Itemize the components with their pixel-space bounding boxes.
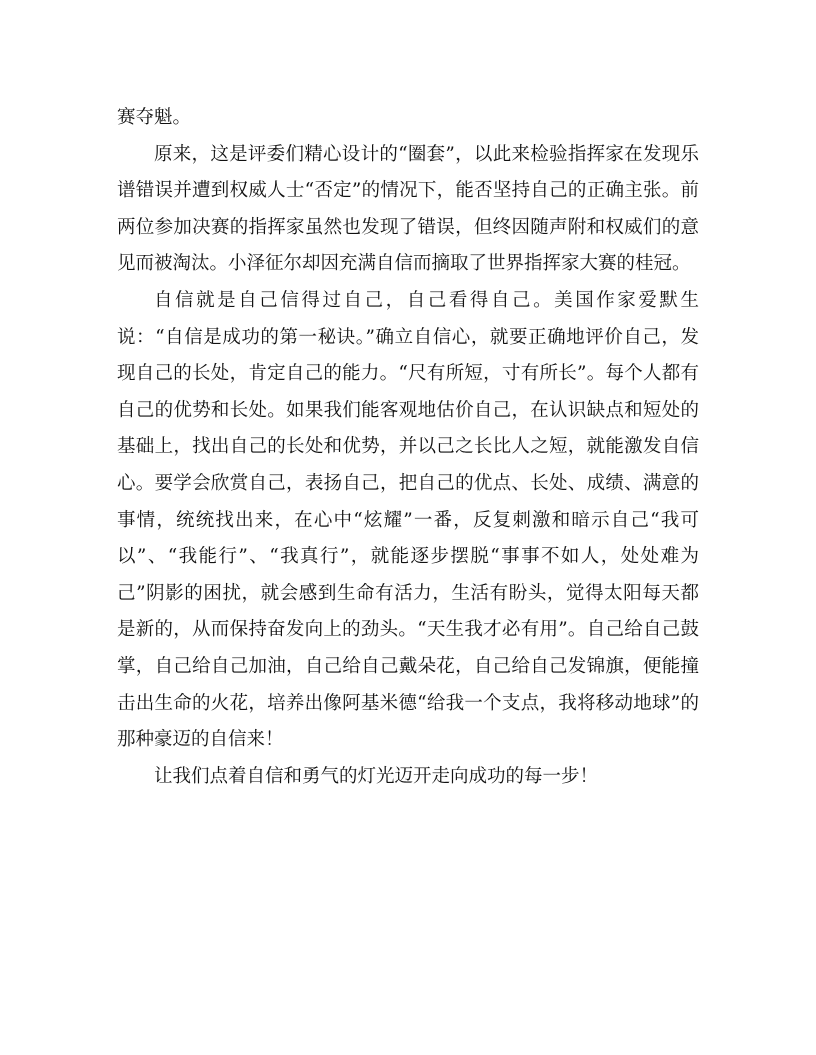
paragraph-continuation: 赛夺魁。 (117, 107, 192, 128)
paragraph-closing: 让我们点着自信和勇气的灯光迈开走向成功的每一步！ (154, 765, 599, 787)
paragraph-trap-explanation: 原来，这是评委们精心设计的“圈套”，以此来检验指挥家在发现乐谱错误并遭到权威人士“否定”的情况下，能否坚持自己的正确主张。前两位参加决赛的指挥家虽然也发现了错误，但终因随声附和权威们的意见而被淘汰。小泽征尔却因充满自信而摘取了世界指挥家大赛的桂冠。 (117, 143, 699, 275)
paragraph-self-confidence: 自信就是自己信得过自己，自己看得自己。美国作家爱默生说：“自信是成功的第一秘诀。”确立自信心，就要正确地评价自己，发现自己的长处，肯定自己的能力。“尺有所短，寸有所长”。每个人都有自己的优势和长处。如果我们能客观地估价自己，在认识缺点和短处的基础上，找出自己的长处和优势，并以己之长比人之短，就能激发自信心。要学会欣赏自己，表扬自己，把自己的优点、长处、成绩、满意的事情，统统找出来，在心中“炫耀”一番，反复刺激和暗示自己“我可以”、“我能行”、“我真行”，就能逐步摆脱“事事不如人，处处难为己”阴影的困扰，就会感到生命有活力，生活有盼头，觉得太阳每天都是新的，从而保持奋发向上的劲头。“天生我才必有用”。自己给自己鼓掌，自己给自己加油，自己给自己戴朵花，自己给自己发锦旗，便能撞击出生命的火花，培养出像阿基米德“给我一个支点，我将移动地球”的那种豪迈的自信来！ (117, 289, 699, 751)
document-body (117, 100, 699, 795)
